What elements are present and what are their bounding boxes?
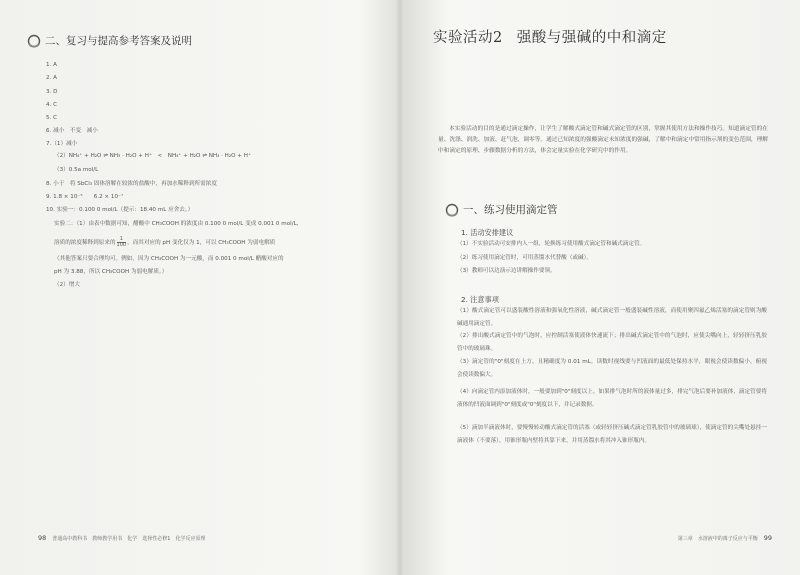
- answer-text: ，而其对应的 pH 变化仅为 1，可以 CH₃COOH 为弱电解质: [127, 240, 276, 246]
- right-section-heading: [445, 202, 558, 217]
- subheading-notes: 2. 注意事项: [461, 295, 499, 304]
- book-gutter: [395, 0, 405, 575]
- activity-line: （2）练习使用滴定管时，可用蒸馏水代替酸（或碱）。: [457, 255, 593, 261]
- note-paragraph: （5）滴加半滴液体时，要慢慢转动酸式滴定管的活塞（或轻轻挤压碱式滴定管乳胶管中的玻璃球），使滴定管的尖嘴处悬挂一滴液体（不要落），用锥形瓶内壁将其靠下来，并用蒸馏水将其冲入锥形瓶内。: [457, 425, 767, 444]
- note-paragraph: （1）酸式滴定管可以盛装酸性溶液和强氧化性溶液，碱式滴定管一般盛装碱性溶液，而使用聚四氟乙烯活塞的滴定管则为酸碱通用滴定管。: [457, 308, 767, 327]
- activity-line: （3）教师可以边演示边讲解操作要领。: [457, 268, 556, 274]
- answer-line: 1. A: [46, 62, 57, 68]
- section-ring-icon: [27, 34, 41, 48]
- fraction-denominator: 100: [116, 242, 127, 248]
- intro-paragraph: 本实验活动的目的是通过滴定操作，让学生了解酸式滴定管和碱式滴定管的区别，掌握其使用方法和操作技巧。知道滴定管的在量、洗涤、润洗、加液、赶气泡、调零等。通过已知浓度的强酸滴定未知浓度的强碱，了解中和滴定中常用指示剂的变色范围，理解中和滴定的原理、步骤数据分析的方法，体会定量实验在化学研究中的作用。: [438, 126, 768, 154]
- activity-title: [433, 26, 667, 47]
- activity-line: （1）不实验活动可安排内人一组，轮换练习使用酸式滴定管和碱式滴定管。: [457, 241, 646, 247]
- answer-line: 7.（1）减小: [46, 141, 78, 147]
- answer-line: 3. D: [46, 89, 58, 95]
- fraction-numerator: 1: [117, 237, 127, 243]
- subheading-activity: 1. 活动安排建议: [461, 228, 514, 237]
- answer-line: 9. 1.8 × 10⁻⁵ 6.2 × 10⁻⁷: [46, 194, 124, 200]
- answer-line: （2）增大: [54, 282, 80, 288]
- activity-title-prefix: 实验活动2: [433, 30, 503, 46]
- answer-line: 10. 实验一：0.100 0 mol/L（提示：18.40 mL 应舍去。）: [46, 207, 194, 213]
- answer-line: （2）NH₄⁺ + H₂O ⇌ NH₃ · H₂O + H⁺ < NH₄⁺ + H₂O ⇌ NH₃ · H₂O + H⁺: [54, 153, 251, 159]
- answer-line: 实验二：（1）由表中数据可知，醋酸中 CH₃COOH 的浓度由 0.100 0 mol/L 变成 0.001 0 mol/L，: [54, 221, 303, 227]
- answer-text: 溶质的浓度稀释到原来的: [54, 240, 116, 246]
- right-section-title: 一、练习使用滴定管: [463, 204, 558, 216]
- note-paragraph: （3）滴定管的"0"刻度在上方，且精确度为 0.01 mL。读数时视线要与凹液面的最低处保持水平，眼视会使读数偏小，俯视会使读数偏大。: [457, 359, 767, 378]
- note-paragraph: （2）排出酸式滴定管中的气泡时，应控制活塞使液体快速流下；排出碱式滴定管中的气泡时，应使尖嘴向上，轻轻挤压乳胶管中的玻璃珠。: [457, 333, 767, 352]
- answer-line: （其他答案只要合理均可。例如，因为 CH₃COOH 为一元酸，而 0.001 0 mol/L 醋酸对应的: [54, 256, 284, 262]
- answer-line: 2. A: [46, 75, 57, 81]
- answer-line: （3）0.5a mol/L: [54, 167, 99, 173]
- answer-line: pH 为 3.88，所以 CH₃COOH 为弱电解质。）: [54, 269, 168, 275]
- answer-line: 8. 小于 将 SbCl₃ 固体溶解在较浓的盐酸中，再加水稀释到所需浓度: [46, 181, 217, 187]
- fraction: [117, 237, 127, 248]
- answer-line: 6. 减小 不变 减小: [46, 128, 98, 134]
- activity-title-main: 强酸与强碱的中和滴定: [516, 30, 667, 46]
- answer-line-with-fraction: [54, 237, 275, 248]
- right-footer-chapter: 第三章 水溶液中的离子反应与平衡: [677, 536, 758, 542]
- left-section-heading: [27, 33, 192, 48]
- answer-line: 4. C: [46, 102, 58, 108]
- left-footer: [38, 534, 205, 542]
- right-page: [405, 0, 800, 575]
- left-footer-text: 普通高中教科书 教师教学用书 化学 选择性必修1 化学反应原理: [52, 536, 206, 542]
- note-paragraph: （4）向滴定管内添加液体时，一般要加到"0"刻度以上。如果排气泡时所的液体量过多，排完气泡后要补加液体，滴定管要将液体的凹液面调到"0"刻度或"0"刻度以下，并记录数据。: [457, 389, 767, 408]
- left-page: [0, 0, 395, 575]
- right-footer: [678, 534, 772, 542]
- answer-line: 5. C: [46, 115, 58, 121]
- right-page-number: 99: [763, 534, 772, 542]
- left-page-number: 98: [38, 534, 47, 542]
- section-ring-icon: [445, 203, 459, 217]
- left-section-title: 二、复习与提高参考答案及说明: [45, 35, 192, 47]
